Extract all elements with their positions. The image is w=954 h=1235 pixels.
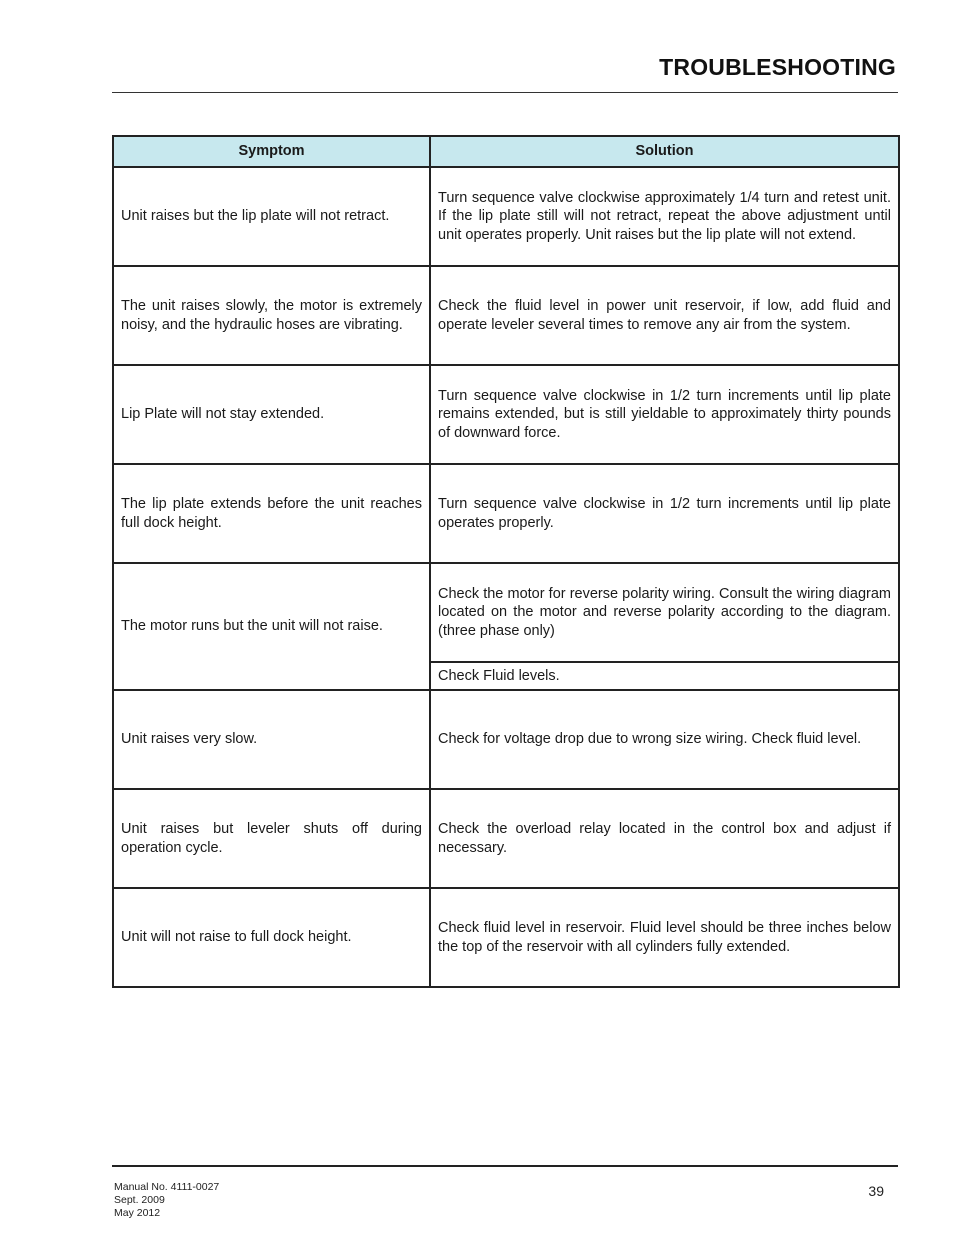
- page-number: 39: [868, 1183, 884, 1199]
- table-row: [113, 266, 899, 365]
- table-row: [113, 563, 899, 662]
- page-title: TROUBLESHOOTING: [659, 54, 896, 80]
- table-row: [113, 789, 899, 888]
- header-rule: [112, 92, 898, 93]
- solution-cell: Check for voltage drop due to wrong size wiring. Check fluid level.: [430, 690, 899, 789]
- symptom-cell: Unit raises but leveler shuts off during operation cycle.: [113, 789, 430, 888]
- symptom-cell: The lip plate extends before the unit reaches full dock height.: [113, 464, 430, 563]
- symptom-cell: Unit raises very slow.: [113, 690, 430, 789]
- table-row: [113, 365, 899, 464]
- symptom-cell: The motor runs but the unit will not raise.: [113, 563, 430, 690]
- manual-number: Manual No. 4111-0027: [114, 1181, 220, 1193]
- revision-date: May 2012: [114, 1207, 161, 1219]
- solution-cell: Check the fluid level in power unit reservoir, if low, add fluid and operate leveler several times to remove any air from the system.: [430, 266, 899, 365]
- symptom-cell: Unit raises but the lip plate will not retract.: [113, 167, 430, 266]
- solution-cell-secondary: Check Fluid levels.: [430, 662, 899, 690]
- solution-cell: Turn sequence valve clockwise in 1/2 turn increments until lip plate operates properly.: [430, 464, 899, 563]
- footer-rule: [112, 1165, 898, 1167]
- solution-cell: Turn sequence valve clockwise in 1/2 turn increments until lip plate remains extended, but is still yieldable to approximately thirty pounds of downward force.: [430, 365, 899, 464]
- table-row: [113, 888, 899, 987]
- publish-date: Sept. 2009: [114, 1194, 165, 1206]
- symptom-cell: The unit raises slowly, the motor is extremely noisy, and the hydraulic hoses are vibrating.: [113, 266, 430, 365]
- solution-cell: Check the motor for reverse polarity wiring. Consult the wiring diagram located on the motor and reverse polarity according to the diagram. (three phase only): [430, 563, 899, 662]
- table-header-row: [113, 136, 899, 167]
- column-header-symptom: Symptom: [113, 136, 430, 167]
- table-row: [113, 690, 899, 789]
- solution-cell: Check fluid level in reservoir. Fluid level should be three inches below the top of the reservoir with all cylinders fully extended.: [430, 888, 899, 987]
- troubleshooting-table: [112, 135, 900, 988]
- symptom-cell: Unit will not raise to full dock height.: [113, 888, 430, 987]
- table-row: [113, 464, 899, 563]
- solution-cell: Check the overload relay located in the control box and adjust if necessary.: [430, 789, 899, 888]
- table-row: [113, 167, 899, 266]
- footer-document-info: [114, 1181, 219, 1220]
- solution-cell: Turn sequence valve clockwise approximately 1/4 turn and retest unit. If the lip plate still will not retract, repeat the above adjustment until unit operates properly. Unit raises but the lip plate will not extend.: [430, 167, 899, 266]
- symptom-cell: Lip Plate will not stay extended.: [113, 365, 430, 464]
- column-header-solution: Solution: [430, 136, 899, 167]
